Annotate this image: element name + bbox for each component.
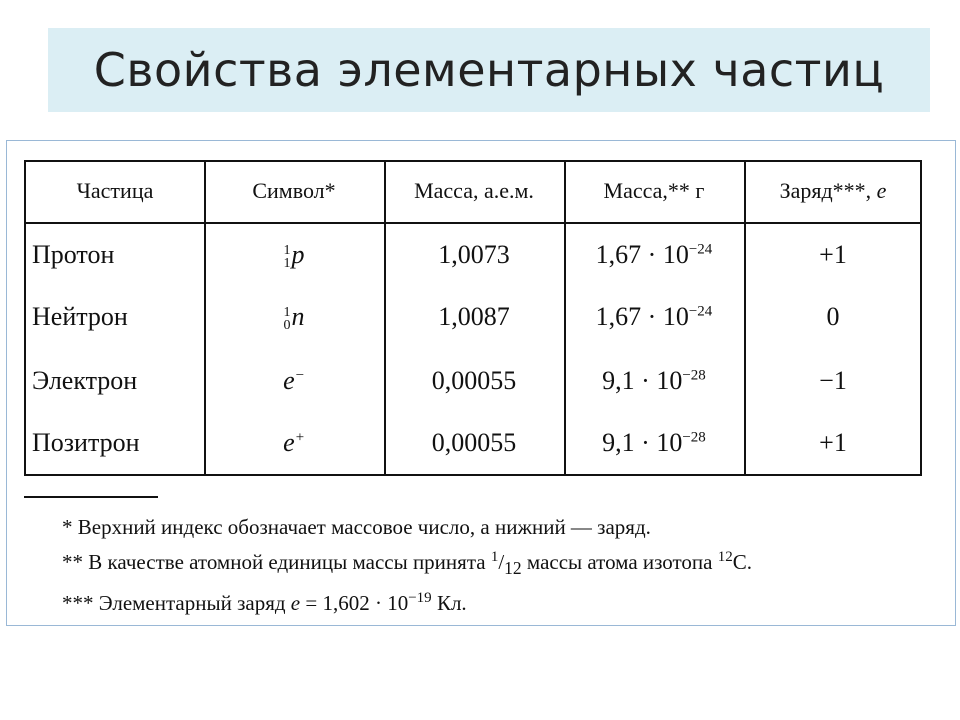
header-charge: Заряд***, e [779, 178, 887, 203]
row-neutron-mass-amu: 1,0087 [438, 302, 510, 331]
row-positron-charge: +1 [819, 428, 847, 457]
row-electron-symbol: e− [283, 366, 305, 395]
footnotes [62, 512, 752, 618]
row-proton-mass-g: $1,67 \cdot 10^{-24}$ [595, 240, 713, 269]
row-proton-name: Протон [32, 240, 115, 269]
header-particle: Частица [76, 178, 154, 203]
row-electron-mass-amu: 0,00055 [431, 366, 517, 395]
particles-table [24, 160, 922, 476]
row-electron-charge: −1 [819, 366, 847, 395]
row-neutron-name: Нейтрон [32, 302, 128, 331]
row-positron-symbol: e+ [283, 428, 305, 457]
row-neutron-mass-g: $1,67 \cdot 10^{-24}$ [595, 302, 713, 331]
row-electron-mass-g: $9,1 \cdot 10^{-28}$ [602, 366, 706, 395]
header-divider [26, 222, 920, 224]
row-neutron-symbol: 1 0 n [283, 302, 305, 334]
title-banner [48, 28, 930, 112]
page-title: Свойства элементарных частиц [93, 43, 885, 97]
row-positron-mass-amu: 0,00055 [431, 428, 517, 457]
row-neutron-charge: 0 [826, 302, 840, 331]
footnote-rule [24, 496, 158, 498]
footnote-3: *** Элементарный заряд $e = 1,602 \cdot 10^{-19}$ Кл. [62, 590, 467, 616]
row-proton-symbol: 1 1 p [283, 240, 305, 272]
row-positron-name: Позитрон [32, 428, 140, 457]
row-positron-mass-g: $9,1 \cdot 10^{-28}$ [602, 428, 706, 457]
row-electron-name: Электрон [32, 366, 138, 395]
charge-unit: e [876, 178, 887, 203]
header-mass-amu: Масса, а.е.м. [414, 178, 534, 203]
header-mass-g: Масса,** г [603, 178, 705, 203]
row-proton-charge: +1 [819, 240, 847, 269]
footnote-1: * Верхний индекс обозначает массовое число, а нижний — заряд. [62, 515, 651, 539]
footnote-2: ** В качестве атомной единицы массы принята $^1/_{12}$ массы атома изотопа $^{12}$C. [62, 549, 752, 579]
header-symbol: Символ* [252, 178, 336, 203]
row-proton-mass-amu: 1,0073 [438, 240, 510, 269]
